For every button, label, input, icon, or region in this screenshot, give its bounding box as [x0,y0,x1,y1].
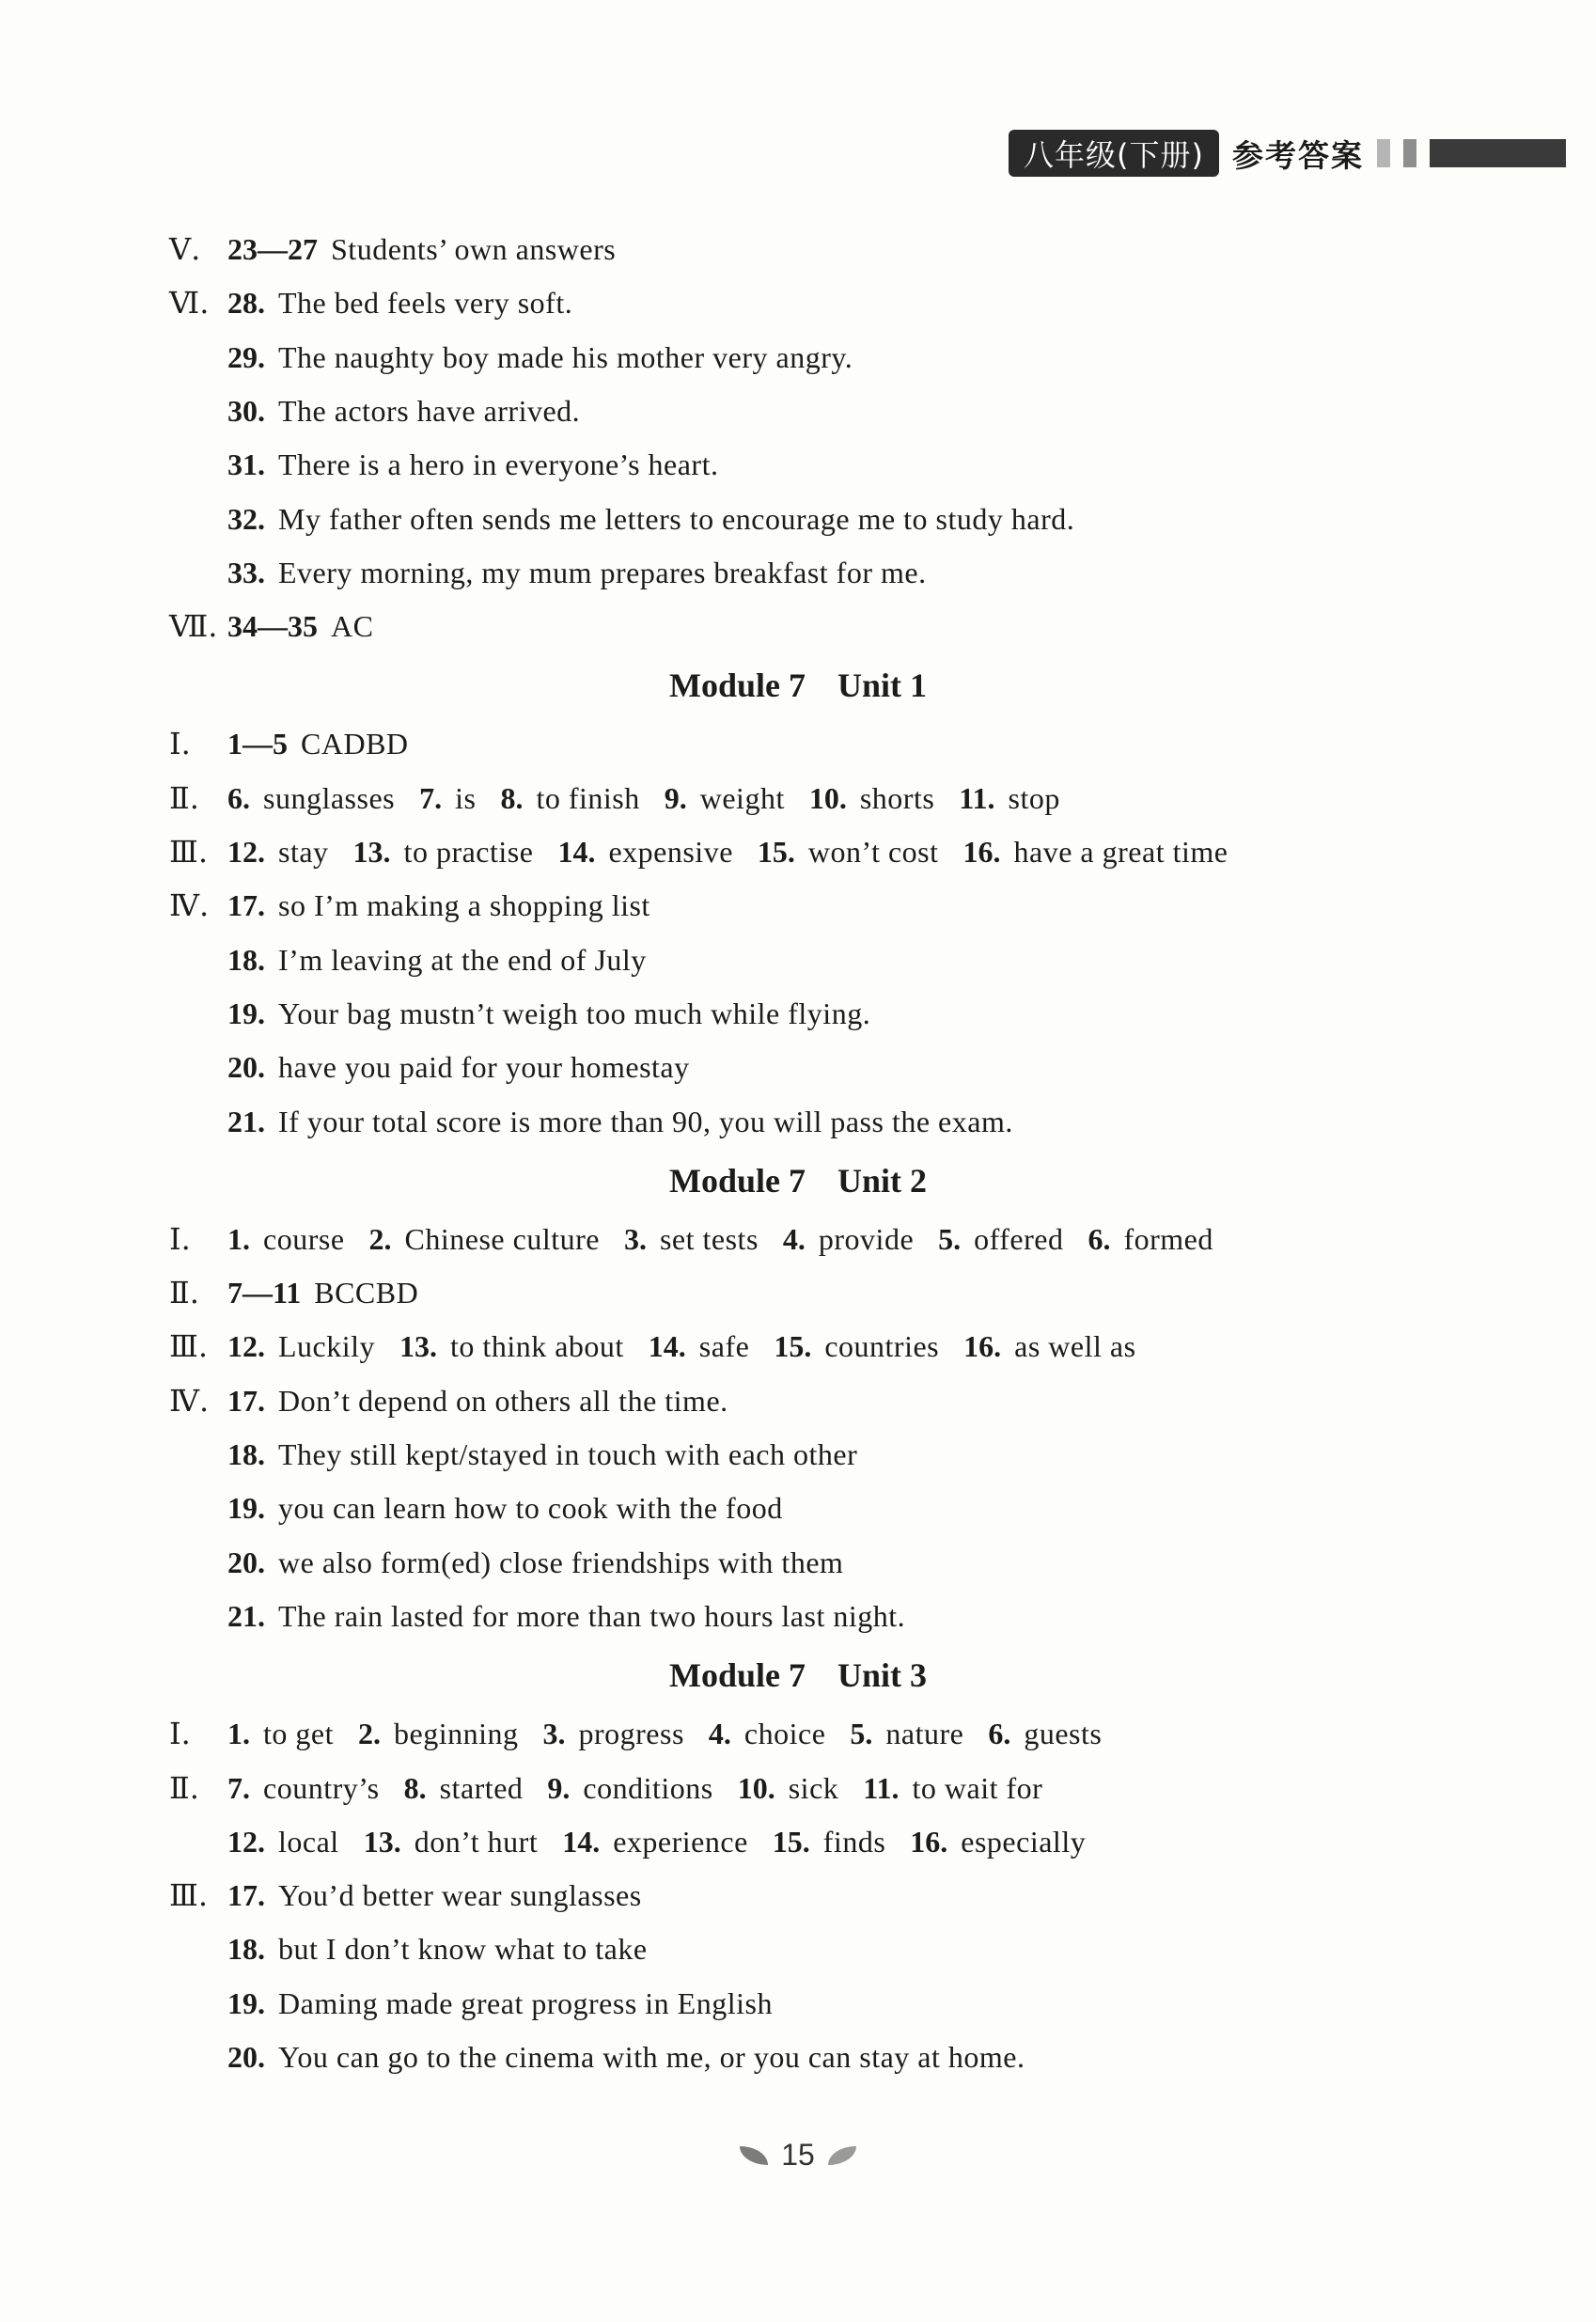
roman-numeral: Ⅱ. [169,1769,199,1806]
question-number: 15. [772,1824,810,1859]
roman-numeral: Ⅰ. [169,726,191,762]
question-number: 13. [363,1824,401,1859]
question-number: 16. [963,1329,1002,1364]
answer-text: CADBD [301,727,409,761]
section-heading [0,660,1596,711]
answer-text: finds [822,1824,886,1859]
question-number: 8. [403,1770,427,1805]
answer-text: set tests [659,1221,759,1256]
answer-items [227,549,951,596]
answer-text: stay [278,835,329,869]
answer-text: There is a hero in everyone’s heart. [278,447,719,482]
answer-items [227,1098,1038,1145]
answer-text: beginning [393,1717,519,1751]
answer-items [227,387,604,434]
roman-numeral: Ⅵ. [169,285,210,322]
roman-numeral: Ⅳ. [169,887,210,924]
answer-text: but I don’t know what to take [278,1932,648,1967]
question-number: 30. [227,393,265,428]
grade-badge: 八年级(下册) [1009,130,1219,177]
answer-text: I’m leaving at the end of July [278,942,647,977]
answer-text: course [263,1221,345,1256]
answer-text: so I’m making a shopping list [278,888,650,923]
answer-text: The naughty boy made his mother very angry. [278,339,853,374]
question-number: 14. [562,1824,601,1859]
answer-text: don’t hurt [414,1824,539,1859]
answer-items [227,990,895,1037]
answer-text: started [439,1770,524,1805]
question-number: 20. [227,1050,265,1085]
answer-text: as well as [1014,1329,1136,1364]
answer-text: If your total score is more than 90, you will pass the exam. [278,1104,1013,1138]
question-number: 4. [782,1221,806,1256]
question-number: 3. [623,1221,647,1256]
answer-items [227,1484,807,1531]
question-number: 17. [227,888,265,923]
question-number: 7. [419,780,443,815]
header-decoration [1403,139,1416,167]
header-decoration [1377,139,1390,167]
answer-items [227,828,1252,875]
answer-items [227,1872,666,1919]
answer-text: safe [698,1329,750,1364]
answer-text: Daming made great progress in English [278,1985,773,2020]
unit-label: Unit 2 [837,1161,928,1200]
question-number: 29. [227,339,265,374]
question-number: 6. [227,780,250,815]
answer-text: country’s [263,1770,380,1805]
answer-text: The actors have arrived. [278,393,581,428]
answer-items [227,1925,672,1972]
question-number: 21. [227,1598,265,1633]
question-number: 4. [708,1717,731,1751]
question-number: 8. [500,780,524,815]
question-number: 28. [227,286,265,321]
answer-items [227,495,1099,542]
answer-text: Chinese culture [404,1221,600,1256]
answer-text: to practise [403,835,534,869]
answer-text: to wait for [912,1770,1043,1805]
answer-text: to get [263,1717,334,1751]
answer-items [227,1592,930,1640]
roman-numeral: Ⅲ. [169,1877,209,1914]
header-bar [1430,139,1566,167]
page-number: 15 [781,2138,815,2172]
answer-text: formed [1123,1221,1213,1256]
question-number: 18. [227,1932,265,1967]
module-label: Module 7 [668,667,806,705]
answer-text: have a great time [1013,835,1228,869]
answer-items [227,1431,882,1478]
answer-text: Luckily [278,1329,376,1364]
answer-text: experience [613,1824,748,1859]
answer-items [227,775,1085,822]
roman-numeral: Ⅶ. [169,608,218,645]
leaf-icon [740,2146,768,2165]
leaf-icon [828,2146,856,2165]
question-number: 11. [959,780,995,815]
question-number: 1. [227,1717,250,1751]
answer-text: won’t cost [807,835,939,869]
question-number: 1—5 [227,727,288,761]
question-number: 15. [757,835,795,869]
question-number: 18. [227,942,265,977]
answer-text: Students’ own answers [331,232,617,266]
answer-text: shorts [859,780,935,815]
unit-label: Unit 1 [837,667,928,705]
page-footer [0,2138,1596,2173]
question-number: 32. [227,501,265,536]
answer-items [227,882,675,929]
answer-text: choice [743,1717,826,1751]
answer-text: conditions [583,1770,713,1805]
question-number: 31. [227,447,265,482]
answer-items [227,936,671,983]
answer-key-title: 参考答案 [1232,136,1364,174]
answer-text: Don’t depend on others all the time. [278,1383,728,1418]
answer-text: countries [824,1329,940,1364]
question-number: 2. [357,1717,381,1751]
question-number: 17. [227,1383,265,1418]
question-number: 7. [227,1770,250,1805]
answer-text: guests [1024,1717,1103,1751]
question-number: 13. [399,1329,438,1364]
question-number: 14. [557,835,596,869]
module-label: Module 7 [668,1656,806,1695]
question-number: 5. [850,1717,873,1751]
answer-text: Your bag mustn’t weigh too much while flying. [278,996,871,1030]
answer-text: They still kept/stayed in touch with each other [278,1437,858,1471]
roman-numeral: Ⅴ. [169,231,201,267]
question-number: 2. [368,1221,392,1256]
question-number: 16. [962,835,1001,869]
answer-text: AC [331,609,374,644]
answer-text: You can go to the cinema with me, or you can stay at home. [278,2040,1025,2074]
answer-items [227,334,877,381]
question-number: 20. [227,2040,265,2074]
question-number: 3. [542,1717,566,1751]
answer-text: Every morning, my mum prepares breakfast for me. [278,555,927,589]
answer-text: provide [818,1221,915,1256]
question-number: 11. [863,1770,900,1805]
answer-items [227,1216,1238,1263]
answer-text: nature [885,1717,964,1751]
question-number: 19. [227,1985,265,2020]
roman-numeral: Ⅱ. [169,779,199,816]
answer-text: to think about [450,1329,624,1364]
roman-numeral: Ⅲ. [169,834,209,870]
answer-text: sunglasses [263,780,396,815]
page-header [1009,130,1566,177]
answer-text: you can learn how to cook with the food [278,1491,783,1526]
question-number: 6. [1087,1221,1111,1256]
question-number: 9. [664,780,687,815]
question-number: 5. [938,1221,962,1256]
answer-text: stop [1008,780,1060,815]
answer-text: BCCBD [314,1276,419,1310]
answer-items [227,2033,1049,2080]
answer-items [227,720,433,767]
question-number: 12. [227,1329,265,1364]
question-number: 6. [988,1717,1011,1751]
answer-items [227,1818,1110,1865]
answer-items [227,1539,868,1586]
question-number: 19. [227,996,265,1030]
question-number: 9. [547,1770,571,1805]
question-number: 1. [227,1221,250,1256]
question-number: 23—27 [227,232,318,266]
answer-text: weight [699,780,785,815]
question-number: 34—35 [227,609,318,644]
roman-numeral: Ⅱ. [169,1275,199,1311]
module-label: Module 7 [668,1161,806,1200]
answer-text: expensive [608,835,733,869]
answer-text: to finish [536,780,640,815]
answer-items [227,1043,714,1090]
question-number: 15. [774,1329,812,1364]
answer-text: we also form(ed) close friendships with them [278,1545,844,1579]
answer-items [227,226,640,273]
question-number: 17. [227,1878,265,1913]
answer-text: especially [961,1824,1087,1859]
answer-text: My father often sends me letters to encourage me to study hard. [278,501,1075,536]
answer-items [227,1980,797,2027]
answer-items [227,1765,1067,1812]
answer-text: sick [788,1770,839,1805]
roman-numeral: Ⅰ. [169,1716,191,1752]
question-number: 12. [227,1824,265,1859]
section-heading [0,1155,1596,1206]
unit-label: Unit 3 [837,1656,928,1695]
answer-text: is [455,780,477,815]
question-number: 18. [227,1437,265,1471]
roman-numeral: Ⅲ. [169,1328,209,1365]
answer-items [227,1710,1126,1757]
answer-text: The bed feels very soft. [278,286,573,321]
answer-items [227,1269,443,1316]
question-number: 21. [227,1104,265,1138]
question-number: 12. [227,835,265,869]
answer-items [227,1323,1161,1370]
roman-numeral: Ⅳ. [169,1382,210,1419]
question-number: 16. [910,1824,948,1859]
question-number: 33. [227,555,265,589]
question-number: 20. [227,1545,265,1579]
question-number: 19. [227,1491,265,1526]
answer-text: You’d better wear sunglasses [278,1878,642,1913]
section-heading [0,1650,1596,1701]
question-number: 10. [737,1770,775,1805]
answer-text: The rain lasted for more than two hours last night. [278,1598,906,1633]
answer-text: offered [974,1221,1064,1256]
question-number: 10. [808,780,847,815]
answer-items [227,603,398,650]
roman-numeral: Ⅰ. [169,1220,191,1257]
question-number: 14. [648,1329,686,1364]
answer-text: have you paid for your homestay [278,1050,690,1085]
answer-items [227,279,597,326]
answer-items [227,441,743,488]
answer-items [227,1377,753,1424]
question-number: 13. [352,835,391,869]
question-number: 7—11 [227,1276,302,1310]
answer-text: local [278,1824,339,1859]
answer-text: progress [578,1717,684,1751]
